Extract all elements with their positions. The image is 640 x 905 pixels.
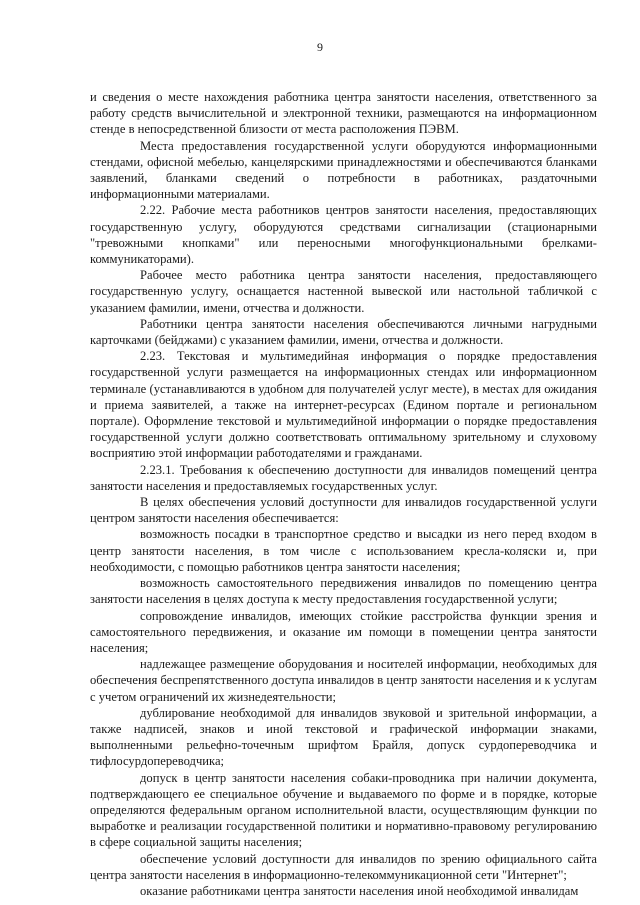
paragraph-2-22: 2.22. Рабочие места работников центров занятости населения, предоставляющих государственную услугу, оборудуются средствами сигнализации (стационарными "тревожными кнопками" или переносными многофункциональными брелками-коммуникаторами). bbox=[90, 203, 597, 267]
paragraph-2-23: 2.23. Текстовая и мультимедийная информация о порядке предоставления государственной услуги размещается на информационных стендах или информационном терминале (устанавливаются в удобном для получателей услуг месте), в местах для ожидания и приема заявителей, а также на интернет-ресурсах (Едином портале и региональном портале). Оформление текстовой и мультимедийной информации о порядке предоставления государственной услуги должно соответствовать оптимальному зрительному и слуховому восприятию этой информации работодателями и гражданами. bbox=[90, 349, 597, 461]
list-item-other-help: оказание работниками центра занятости населения иной необходимой инвалидам bbox=[140, 883, 579, 898]
paragraph-workplace-sign: Рабочее место работника центра занятости населения, предоставляющего государственную услугу, оснащается настенной вывеской или настольной табличкой с указанием фамилии, имени, отчества и должности. bbox=[90, 268, 597, 315]
list-item-guide-dog: допуск в центр занятости населения собаки-проводника при наличии документа, подтверждающего ее специальное обучение и выдаваемого по форме и в порядке, которые определяются федеральным органом исполнительной власти, осуществляющим функции по выработке и реализации государственной политики и нормативно-правовому регулированию в сфере социальной защиты населения; bbox=[90, 770, 597, 850]
paragraph-2-23-1: 2.23.1. Требования к обеспечению доступности для инвалидов помещений центра занятости населения и предоставляемых государственных услуг. bbox=[90, 462, 597, 493]
paragraph-badges: Работники центра занятости населения обеспечиваются личными нагрудными карточками (бейджами) с указанием фамилии, имени, отчества и должности. bbox=[90, 316, 597, 348]
list-item-boarding: возможность посадки в транспортное средство и высадки из него перед входом в центр занятости населения, в том числе с использованием кресла-коляски и, при необходимости, с помощью работников центра занятости населения; bbox=[90, 527, 597, 574]
list-item-website: обеспечение условий доступности для инвалидов по зрению официального сайта центра занятости населения в информационно-телекоммуникационной сети "Интернет"; bbox=[90, 851, 597, 882]
paragraph-accessibility-intro: В целях обеспечения условий доступности для инвалидов государственной услуги центром занятости населения обеспечивается: bbox=[90, 495, 597, 526]
paragraph-info-stands: Места предоставления государственной услуги оборудуются информационными стендами, офисной мебелью, канцелярскими принадлежностями и обеспечиваются бланками заявлений, бланками сведений о потребности в работниках, раздаточными информационными материалами. bbox=[90, 138, 597, 202]
page-number: 9 bbox=[317, 40, 323, 54]
list-item-movement: возможность самостоятельного передвижения инвалидов по помещению центра занятости населения в целях доступа к месту предоставления государственной услуги; bbox=[90, 576, 597, 607]
list-item-escort: сопровождение инвалидов, имеющих стойкие расстройства функции зрения и самостоятельного передвижения, и оказание им помощи в помещении центра занятости населения; bbox=[90, 608, 597, 655]
paragraph-continuation: и сведения о месте нахождения работника центра занятости населения, ответственного за работу средств вычислительной и электронной техники, размещаются на информационном стенде в непосредственной близости от места расположения ПЭВМ. bbox=[90, 90, 597, 137]
document-body bbox=[90, 89, 597, 899]
list-item-equipment: надлежащее размещение оборудования и носителей информации, необходимых для обеспечения беспрепятственного доступа инвалидов в центр занятости населения и к услугам с учетом ограничений их жизнедеятельности; bbox=[90, 657, 597, 704]
list-item-braille: дублирование необходимой для инвалидов звуковой и зрительной информации, а также надписей, знаков и иной текстовой и графической информации знаками, выполненными рельефно-точечным шрифтом Брайля, допуск сурдопереводчика и тифлосурдопереводчика; bbox=[90, 705, 597, 769]
